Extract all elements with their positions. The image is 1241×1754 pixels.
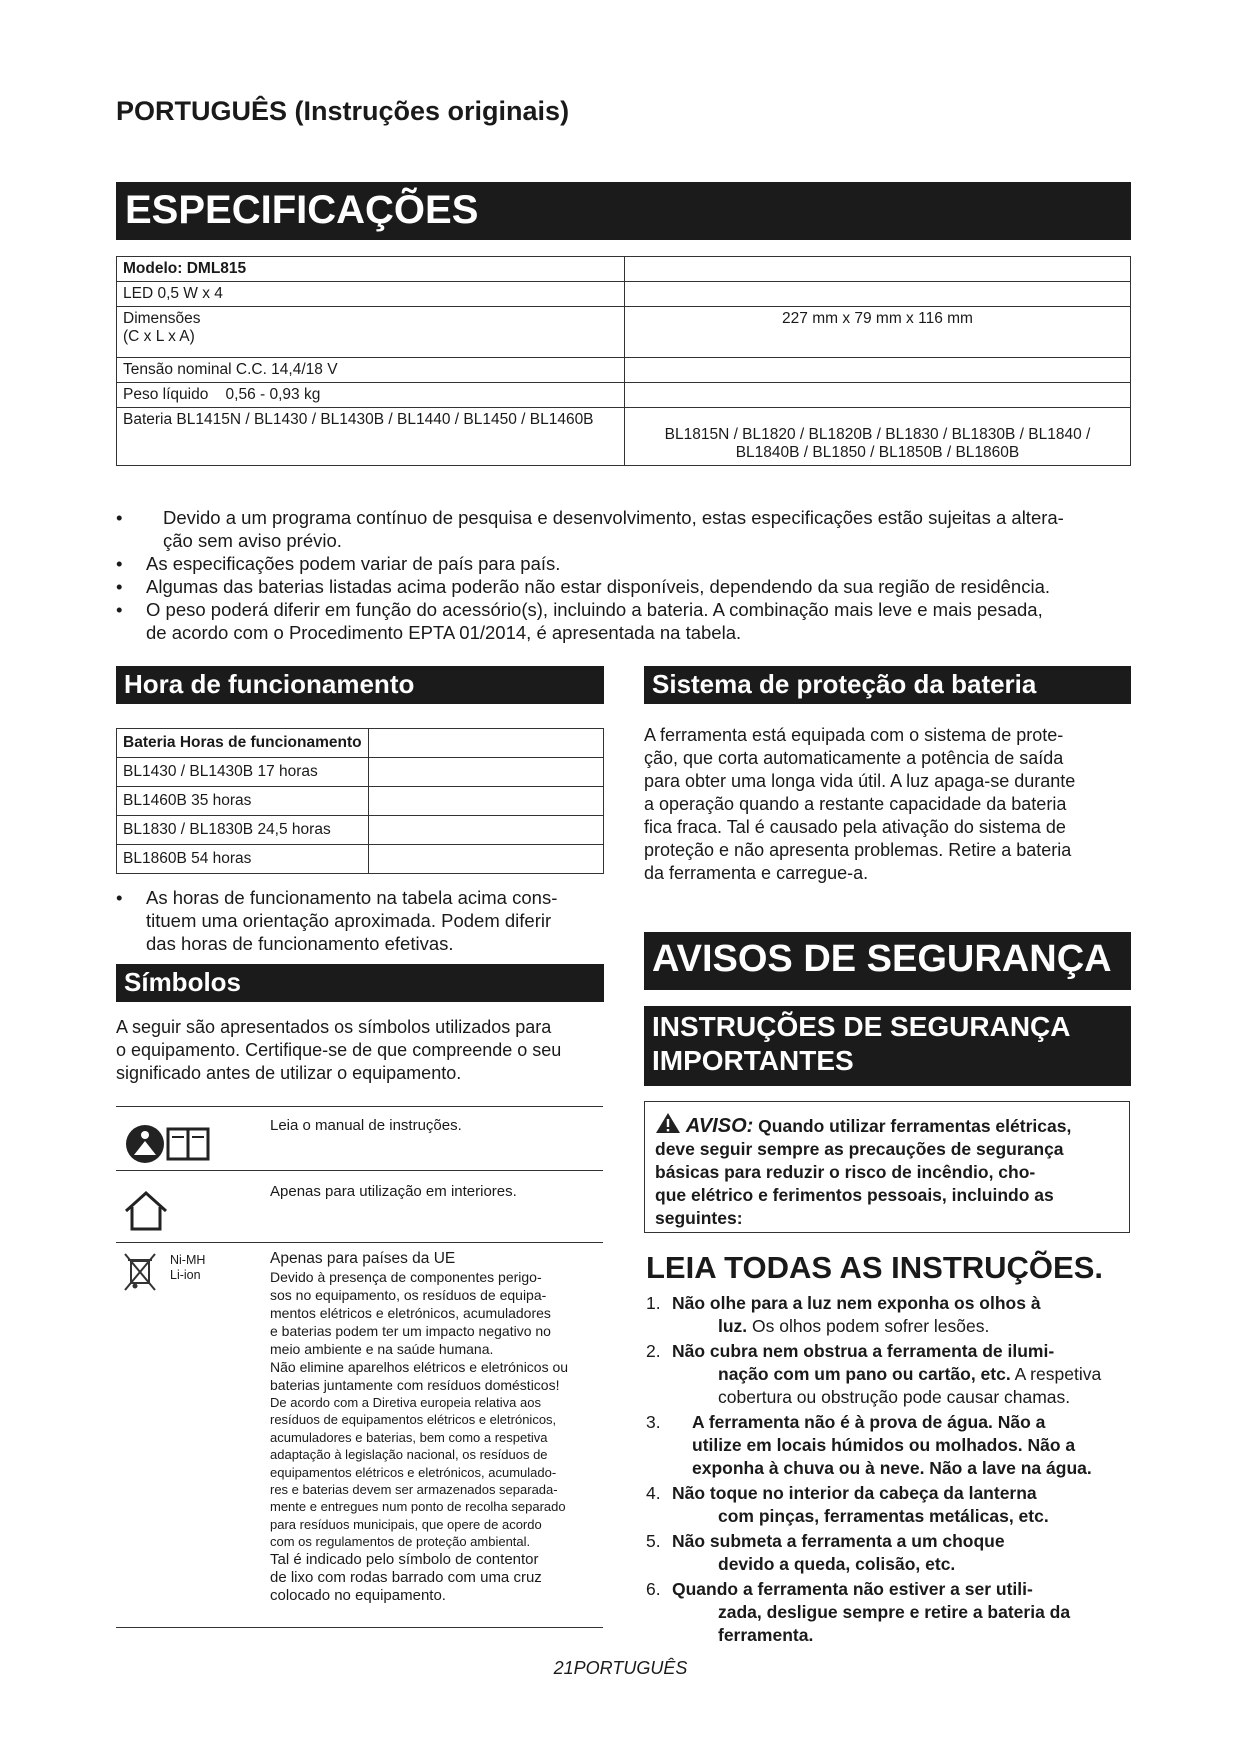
item-number: 3. <box>646 1412 661 1432</box>
spec-battery: Bateria BL1415N / BL1430 / BL1430B / BL1440 / BL1450 / BL1460B <box>117 408 625 466</box>
symbol-row-manual <box>116 1106 603 1171</box>
spec-model: Modelo: DML815 <box>117 257 625 282</box>
item-bold-cont: devido a queda, colisão, etc. <box>718 1554 956 1574</box>
list-item: • Devido a um programa contínuo de pesquisa e desenvolvimento, estas especificações estão sujeitas a altera- ção sem aviso prévio. <box>116 506 1136 552</box>
operating-time-table <box>116 728 604 874</box>
item-number: 4. <box>646 1483 661 1503</box>
table-row <box>117 787 604 816</box>
list-item <box>646 1411 1136 1480</box>
table-row <box>117 282 1131 307</box>
item-number: 5. <box>646 1531 661 1551</box>
crossed-bin-icon <box>122 1251 158 1297</box>
spec-battery-value: BL1815N / BL1820 / BL1820B / BL1830 / BL1830B / BL1840 / BL1840B / BL1850 / BL1850B / BL1860B <box>625 408 1131 466</box>
list-item <box>646 1530 1136 1576</box>
specifications-table <box>116 256 1131 466</box>
item-number: 2. <box>646 1341 661 1361</box>
list-item: • As especificações podem variar de país para país. <box>116 552 1136 575</box>
indoor-house-icon <box>122 1189 170 1237</box>
item-bold: Não submeta a ferramenta a um choque <box>672 1531 1005 1551</box>
spec-notes <box>116 506 1136 644</box>
ni-mh-label: Ni-MH <box>170 1253 206 1267</box>
eu-title: Apenas para países da UE <box>270 1250 456 1267</box>
spec-weight: Peso líquido 0,56 - 0,93 kg <box>117 383 625 408</box>
list-item <box>646 1578 1136 1647</box>
item-text: Os olhos podem sofrer lesões. <box>747 1316 990 1336</box>
warning-label: AVISO: <box>685 1115 754 1137</box>
item-bold-cont: zada, desligue sempre e retire a bateria da ferramenta. <box>718 1602 1071 1645</box>
battery-type-labels <box>170 1253 205 1283</box>
symbols-table <box>116 1106 603 1626</box>
warning-triangle-icon <box>655 1116 686 1136</box>
warning-box <box>644 1101 1130 1233</box>
spec-value <box>625 257 1131 282</box>
read-all-instructions-heading: LEIA TODAS AS INSTRUÇÕES. <box>646 1250 1104 1285</box>
symbols-intro: A seguir são apresentados os símbolos utilizados para o equipamento. Certifique-se de que compreende o seu significado antes de utilizar o equipamento. <box>116 1017 562 1083</box>
safety-instructions-list <box>646 1292 1136 1649</box>
list-item <box>646 1292 1136 1338</box>
table-cell: BL1460B 35 horas <box>117 787 369 816</box>
item-bold: Quando a ferramenta não estiver a ser utili- <box>672 1579 1033 1599</box>
read-manual-text: Leia o manual de instruções. <box>270 1117 462 1134</box>
operating-time-note: • As horas de funcionamento na tabela acima cons- tituem uma orientação aproximada. Podem diferir das horas de funcionamento efetivas. <box>116 886 616 955</box>
table-row <box>117 729 604 758</box>
table-cell: BL1860B 54 horas <box>117 845 369 874</box>
page-footer: 21PORTUGUÊS <box>553 1658 688 1678</box>
operating-time-note-block <box>116 886 616 955</box>
spec-value <box>625 282 1131 307</box>
read-manual-icon <box>124 1123 214 1169</box>
item-bold-cont: com pinças, ferramentas metálicas, etc. <box>718 1506 1049 1526</box>
item-bold: A ferramenta não é à prova de água. Não a <box>692 1412 1046 1432</box>
table-cell: BL1430 / BL1430B 17 horas <box>117 758 369 787</box>
table-header: Bateria Horas de funcionamento <box>117 729 369 758</box>
table-row <box>117 383 1131 408</box>
list-item <box>646 1482 1136 1528</box>
important-safety-heading: INSTRUÇÕES DE SEGURANÇA IMPORTANTES <box>644 1006 1131 1086</box>
item-bold: Não toque no interior da cabeça da lanterna <box>672 1483 1037 1503</box>
specifications-heading: ESPECIFICAÇÕES <box>116 182 1131 240</box>
operating-time-heading: Hora de funcionamento <box>116 666 604 704</box>
eu-paragraph-2: Não elimine aparelhos elétricos e eletrónicos ou baterias juntamente com resíduos domésticos! <box>270 1359 569 1393</box>
spec-value <box>625 358 1131 383</box>
eu-paragraph-1: Devido à presença de componentes perigo- sos no equipamento, os resíduos de equipa- mentos elétricos e eletrónicos, acumuladores e baterias podem ter um impacto negativo no meio ambiente e na saúde humana. <box>270 1269 551 1357</box>
eu-paragraph-3: De acordo com a Diretiva europeia relativa aos resíduos de equipamentos elétricos e eletrónicos, acumuladores e baterias, bem como a respetiva adaptação à legislação nacional, os resíduos de equipamentos elétricos e eletrónicos, acumulado- res e baterias devem ser armazenados separada- mente e entregues num ponto de recolha separado para resíduos municipais, que opere de acordo com os regulamentos de proteção ambiental. <box>270 1395 566 1550</box>
symbol-row-indoor <box>116 1170 603 1243</box>
battery-protection-heading: Sistema de proteção da bateria <box>644 666 1131 704</box>
spec-voltage: Tensão nominal C.C. 14,4/18 V <box>117 358 625 383</box>
spec-dimensions-value: 227 mm x 79 mm x 116 mm <box>625 307 1131 358</box>
spec-led: LED 0,5 W x 4 <box>117 282 625 307</box>
battery-protection-text: A ferramenta está equipada com o sistema de prote- ção, que corta automaticamente a potência de saída para obter uma longa vida útil. A luz apaga-se durante a operação quando a restante capacidade da bateria fica fraca. Tal é causado pela ativação do sistema de proteção e não apresenta problemas. Retire a bateria da ferramenta e carregue-a. <box>644 725 1076 883</box>
item-number: 6. <box>646 1579 661 1599</box>
page-language-title: PORTUGUÊS (Instruções originais) <box>116 96 570 126</box>
table-cell: BL1830 / BL1830B 24,5 horas <box>117 816 369 845</box>
table-row <box>117 408 1131 466</box>
eu-disposal-text <box>270 1249 600 1605</box>
safety-warnings-heading: AVISOS DE SEGURANÇA <box>644 932 1131 990</box>
spec-value <box>625 383 1131 408</box>
item-bold-cont: luz. <box>718 1316 748 1336</box>
item-bold-cont: nação com um pano ou cartão, etc. <box>718 1364 1011 1384</box>
table-row <box>117 257 1131 282</box>
item-bold: Não olhe para a luz nem exponha os olhos à <box>672 1293 1041 1313</box>
warning-text: Quando utilizar ferramentas elétricas, deve seguir sempre as precauções de segurança básicas para reduzir o risco de incêndio, cho- que elétrico e ferimentos pessoais, incluindo as seguintes: <box>655 1116 1072 1228</box>
spec-dimensions: Dimensões (C x L x A) <box>117 307 625 358</box>
item-text: A respetiva cobertura ou obstrução pode causar chamas. <box>718 1364 1102 1407</box>
eu-paragraph-4: Tal é indicado pelo símbolo de contentor de lixo com rodas barrado com uma cruz colocado no equipamento. <box>270 1550 542 1604</box>
table-row <box>117 358 1131 383</box>
list-item: • O peso poderá diferir em função do acessório(s), incluindo a bateria. A combinação mais leve e mais pesada, de acordo com o Procedimento EPTA 01/2014, é apresentada na tabela. <box>116 598 1136 644</box>
table-row <box>117 307 1131 358</box>
item-bold: Não cubra nem obstrua a ferramenta de ilumi- <box>672 1341 1055 1361</box>
list-item: • Algumas das baterias listadas acima poderão não estar disponíveis, dependendo da sua região de residência. <box>116 575 1136 598</box>
symbol-row-eu <box>116 1242 603 1628</box>
item-bold-cont: utilize em locais húmidos ou molhados. Não a exponha à chuva ou à neve. Não a lave na água. <box>692 1435 1092 1478</box>
table-row <box>117 816 604 845</box>
symbols-heading: Símbolos <box>116 964 604 1002</box>
li-ion-label: Li-ion <box>170 1268 201 1282</box>
indoor-text: Apenas para utilização em interiores. <box>270 1183 517 1200</box>
list-item <box>646 1340 1136 1409</box>
table-row <box>117 845 604 874</box>
item-number: 1. <box>646 1293 661 1313</box>
table-row <box>117 758 604 787</box>
